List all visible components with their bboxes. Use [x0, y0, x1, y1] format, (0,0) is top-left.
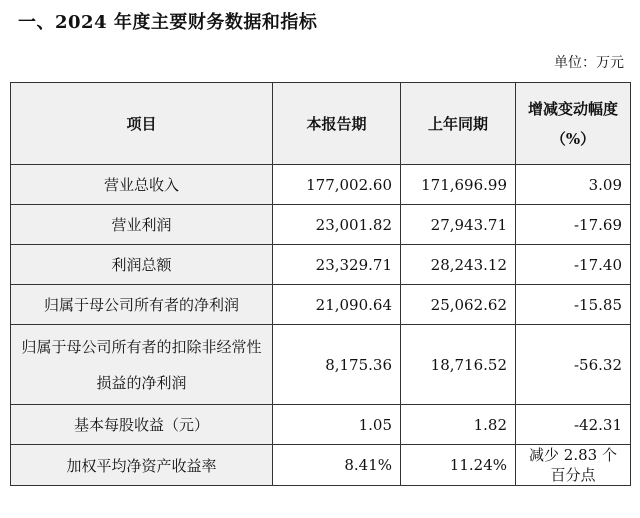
- financial-data-table: [10, 82, 631, 486]
- prior-period-value: 18,716.52: [401, 325, 516, 405]
- prior-period-value: 11.24%: [401, 445, 516, 486]
- column-header-item: 项目: [11, 83, 273, 165]
- change-rate-value: -42.31: [516, 405, 631, 445]
- prior-period-value: 27,943.71: [401, 205, 516, 245]
- table-row: [11, 165, 631, 205]
- section-heading: 一、2024 年度主要财务数据和指标: [18, 12, 318, 33]
- table-row: [11, 285, 631, 325]
- row-label: 归属于母公司所有者的扣除非经常性损益的净利润: [11, 325, 273, 405]
- prior-period-value: 1.82: [401, 405, 516, 445]
- column-header-prior-period: 上年同期: [401, 83, 516, 165]
- column-header-current-period: 本报告期: [273, 83, 401, 165]
- change-rate-value: 减少 2.83 个百分点: [516, 445, 631, 486]
- change-rate-value: -17.69: [516, 205, 631, 245]
- change-rate-header-text: 增减变动幅度 （%）: [527, 99, 618, 148]
- table-row: [11, 445, 631, 486]
- change-rate-value: -15.85: [516, 285, 631, 325]
- table-row: [11, 205, 631, 245]
- row-label: 归属于母公司所有者的净利润: [11, 285, 273, 325]
- table-header-row: [11, 83, 631, 165]
- table-row: [11, 405, 631, 445]
- table-row: [11, 325, 631, 405]
- change-rate-value: -56.32: [516, 325, 631, 405]
- current-period-value: 21,090.64: [273, 285, 401, 325]
- row-label: 利润总额: [11, 245, 273, 285]
- row-label: 营业利润: [11, 205, 273, 245]
- table-row: [11, 245, 631, 285]
- current-period-value: 23,329.71: [273, 245, 401, 285]
- row-label: 加权平均净资产收益率: [11, 445, 273, 486]
- prior-period-value: 25,062.62: [401, 285, 516, 325]
- current-period-value: 8.41%: [273, 445, 401, 486]
- column-header-change-rate: [516, 83, 631, 165]
- prior-period-value: 171,696.99: [401, 165, 516, 205]
- current-period-value: 177,002.60: [273, 165, 401, 205]
- current-period-value: 23,001.82: [273, 205, 401, 245]
- unit-label: 单位：万元: [554, 55, 624, 71]
- row-label: 营业总收入: [11, 165, 273, 205]
- row-label: 基本每股收益（元）: [11, 405, 273, 445]
- current-period-value: 1.05: [273, 405, 401, 445]
- change-rate-value: 3.09: [516, 165, 631, 205]
- change-rate-value: -17.40: [516, 245, 631, 285]
- current-period-value: 8,175.36: [273, 325, 401, 405]
- prior-period-value: 28,243.12: [401, 245, 516, 285]
